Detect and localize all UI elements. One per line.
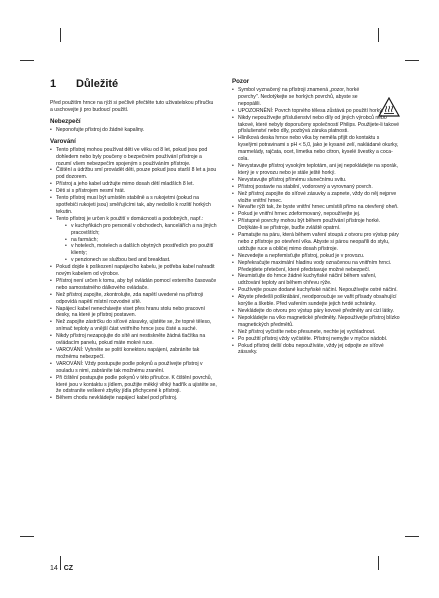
crop-mark: [20, 536, 34, 537]
list-item: • Přístroj není určen k tomu, aby byl ovládán pomocí externího časovače nebo samostatného dálkového ovládače.: [50, 278, 217, 292]
pozor-heading: Pozor: [232, 78, 250, 85]
language-code: CZ: [63, 565, 74, 572]
crop-mark: [378, 28, 379, 42]
section-header: [50, 78, 217, 90]
list-item: • Nevařte rýži tak, že byste vnitřní hrnec umístili přímo na otevřený oheň.: [232, 204, 400, 211]
list-item: [50, 216, 217, 264]
sub-list-item: • v kuchyňkách pro personál v obchodech, kancelářích a na jiných pracovištích;: [65, 223, 217, 237]
varovani-heading: Varování: [50, 137, 76, 145]
list-item: • Pamatujte na páru, která během vaření stoupá z otvoru pro výstup páry nebo z přístroje po otevření víka. Abyste si párou neopařili do stylu, udržujte ruce a obličej mimo dosah přístroje.: [232, 232, 400, 253]
list-item: • Abyste předešli poškrábání, neodporoučuje se vařit přísady obsahující korýše a škeble. Před vařením sundejte jejich tvrdé schránky.: [232, 294, 400, 308]
list-item: • Hliníková deska hrnce nebo víka by neměla přijít do kontaktu s kyselými potravinami s pH < 5,0, jako je kysané zelí, nakládané okurky, marmelády, rajčata, ocet, limetka nebo citron, kyselé švestky a coca-cola.: [232, 135, 400, 163]
crop-mark: [60, 28, 61, 42]
sub-list: [56, 223, 217, 264]
list-item: • VAROVÁNÍ: Vždy postupujte podle pokynů a používejte přístroj v souladu s nimi, zabráníte tak možnému zranění.: [50, 361, 217, 375]
list-item: • Pokud přístroj delší dobu nepoužíváte, vždy jej odpojte ze síťové zásuvky.: [232, 343, 400, 357]
list-item: • Pokud dojde k poškození napájecího kabelu, je potřeba kabel nahradit novým kabelem od výrobce.: [50, 264, 217, 278]
page-number: 14: [50, 565, 58, 572]
list-item: • Nevystavujte přístroj vysokým teplotám, ani jej nepokládejte na sporák, který je v provozu nebo je stále ještě horký.: [232, 163, 400, 177]
intro-paragraph: Před použitím hrnce na rýži si pečlivě přečtěte tuto uživatelskou příručku a uschovejte ji pro budoucí použití.: [50, 100, 214, 113]
list-item: • Během chodu nevkládejte napájecí kabel pod přístroj.: [50, 395, 217, 402]
varovani-list: [50, 147, 217, 403]
list-item: • Nevkládejte do otvoru pro výstup páry kovové předměty ani cizí látky.: [232, 308, 400, 315]
list-item: • Než přístroj zapojíte, zkontrolujte, zda napětí uvedené na přístroji odpovídá napětí místní rozvodné sítě.: [50, 292, 217, 306]
list-item: • Neumisťujte do hrnce žádné kuchyňské náčiní během vaření, udržování teploty ani během ohřevu rýže.: [232, 273, 400, 287]
list-item: • Napájecí kabel nenechávejte viset přes hranu stolu nebo pracovní desky, na které je přístroj postaven.: [50, 306, 217, 320]
sub-list-item: • v penzionech se službou bed and breakfast.: [65, 257, 217, 264]
list-item: • Než přístroj zapojíte do síťové zásuvky a zapnete, vždy do něj nejprve vložte vnitřní hrnec.: [232, 191, 400, 205]
list-item: • Přístroj a jeho kabel udržujte mimo dosah dětí mladších 8 let.: [50, 181, 217, 188]
list-item: • Nikdy přístroj nezapojujte do sítě ani nestiskněte žádná tlačítka na ovládacím panelu, pokud máte mokré ruce.: [50, 333, 217, 347]
list-item: • Nepřekračujte maximální hladinu vody označenou na vnitřním hrnci. Předejdete přetečení, které představuje možné nebezpečí.: [232, 260, 400, 274]
list-item: • Nezvedejte a nepřemisťujte přístroj, pokud je v provozu.: [232, 253, 400, 260]
list-item: • Tento přístroj mohou používat děti ve věku od 8 let, pokud jsou pod dohledem nebo byly poučeny o bezpečném používání přístroje a rozumí všem nebezpečím spojeným s používáním přístroje.: [50, 147, 217, 168]
list-item: • Tento přístroj musí být umístěn stabilně a s rukojetmi (pokud na spotřebiči rukojeti jsou) směřujícími tak, aby nedošlo k rozlití horkých tekutin.: [50, 195, 217, 216]
list-item: • Děti si s přístrojem nesmí hrát.: [50, 188, 217, 195]
crop-mark: [405, 536, 419, 537]
list-item: • Přístroj postavte na stabilní, vodorovný a vyrovnaný povrch.: [232, 184, 400, 191]
crop-mark: [378, 556, 379, 570]
left-column: [50, 78, 217, 402]
sub-list-item: • na farmách;: [65, 237, 217, 244]
list-item: • VAROVÁNÍ: Vyhněte se polití konektoru napájení, zabráníte tak možnému nebezpečí.: [50, 347, 217, 361]
list-item: • Čištění a údržbu smí provádět děti, pouze pokud jsou starší 8 let a jsou pod dozorem.: [50, 167, 217, 181]
list-item: • Nevystavujte přístroj přímému slunečnímu svitu.: [232, 177, 400, 184]
sub-list-item: • v hotelech, motelech a dalších obytných prostředích pro použití klienty;: [65, 243, 217, 257]
nebezpeci-heading: Nebezpečí: [50, 117, 81, 125]
list-item: • Symbol vyznačený na přístroji znamená „pozor, horké povrchy". Nedotýkejte se horkých povrchů, abyste se nepopálili.: [232, 87, 400, 108]
page-footer: [50, 565, 73, 572]
section-title: Důležité: [76, 78, 119, 90]
crop-mark: [405, 60, 419, 61]
right-column: [232, 78, 400, 356]
manual-page: [50, 78, 400, 558]
pozor-list: [232, 87, 400, 356]
list-item-text: Tento přístroj je určen k použití v domácnosti a podobných, např.:: [56, 215, 204, 222]
list-item: • Než zapojíte zástrčku do síťové zásuvky, ujistěte se, že topné těleso, snímač teploty a vnější část vnitřního hrnce jsou čisté a suché.: [50, 319, 217, 333]
list-item: • Neponořujte přístroj do žádné kapaliny.: [50, 127, 217, 134]
list-item: • Používejte pouze dodané kuchyňské náčiní. Nepoužívejte ostré náčiní.: [232, 287, 400, 294]
section-number: 1: [50, 78, 57, 90]
list-item: • Po použití přístroj vždy vyčistěte. Přístroj nemyjte v myčce nádobí.: [232, 336, 400, 343]
list-item: • Nepokládejte na víko magnetické předměty. Nepoužívejte přístroj blízko magnetických předmětů.: [232, 315, 400, 329]
list-item: • UPOZORNĚNÍ: Povrch topného tělesa zůstává po použití horký.: [232, 108, 400, 115]
list-item: • Přístupné povrchy mohou být během používání přístroje horké. Dotýkáte-li se přístroje, buďte zvláště opatrní.: [232, 218, 400, 232]
nebezpeci-list: [50, 127, 217, 134]
list-item: • Nikdy nepoužívejte příslušenství nebo díly od jiných výrobců nebo takové, které nebyly doporučeny společností Philips. Použijete-li takové příslušenství nebo díly, pozbývá záruka platnosti.: [232, 115, 400, 136]
list-item: • Při čištění postupujte podle pokynů v této příručce. K čištění povrchů, které jsou v kontaktu s jídlem, použijte měkký vlhký hadřík a ujistěte se, že odstraníte veškeré zbytky jídla přichycené k přístroji.: [50, 375, 217, 396]
crop-mark: [20, 60, 34, 61]
list-item: • Než přístroj vyčistíte nebo přesunete, nechte jej vychladnout.: [232, 329, 400, 336]
list-item: • Pokud je vnitřní hrnec zdeformovaný, nepoužívejte jej.: [232, 211, 400, 218]
